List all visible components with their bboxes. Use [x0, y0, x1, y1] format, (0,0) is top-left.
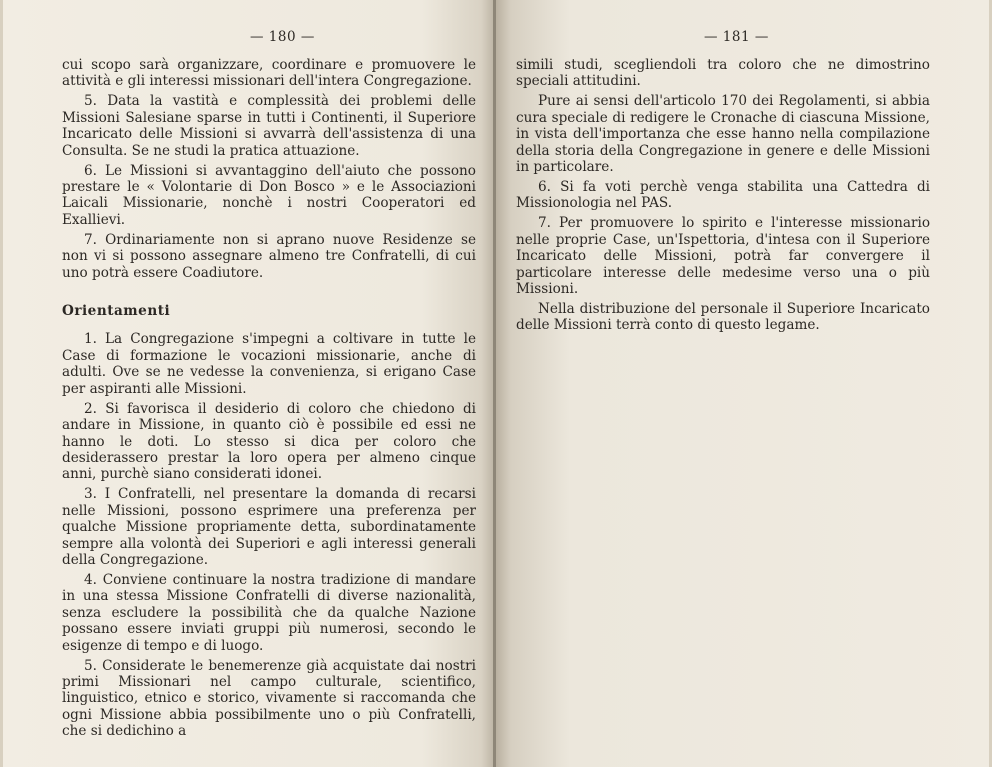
- paragraph: 7. Ordinariamente non si aprano nuove Residenze se non vi si possono assegnare almeno tre Confratelli, di cui uno potrà essere Coadiutore.: [62, 231, 476, 281]
- paragraph: 1. La Congregazione s'impegni a coltivare in tutte le Case di formazione le vocazioni missionarie, anche di adulti. Ove se ne vedesse la convenienza, si erigano Case per aspiranti alle Missioni.: [62, 331, 476, 397]
- page-number: — 180 —: [250, 29, 315, 45]
- page-edge: [0, 0, 3, 767]
- paragraph: 6. Le Missioni si avvantaggino dell'aiuto che possono prestare le « Volontarie di Don Bosco » e le Associazioni Laicali Missionarie, nonchè i nostri Cooperatori ed Exallievi.: [62, 162, 476, 228]
- paragraph: 2. Si favorisca il desiderio di coloro che chiedono di andare in Missione, in quanto ciò è possibile ed essi ne hanno le doti. Lo stesso si dica per coloro che desiderassero prestar la loro opera per almeno cinque anni, purchè siano considerati idonei.: [62, 400, 476, 483]
- paragraph: 6. Si fa voti perchè venga stabilita una Cattedra di Missionologia nel PAS.: [516, 179, 930, 212]
- left-page-body: [62, 57, 476, 743]
- right-page: [496, 0, 992, 767]
- paragraph: Pure ai sensi dell'articolo 170 dei Regolamenti, si abbia cura speciale di redigere le Cronache di ciascuna Missione, in vista dell'importanza che esse hanno nella compilazione della storia della Congregazione in genere e delle Missioni in particolare.: [516, 93, 930, 176]
- section-heading: Orientamenti: [62, 303, 171, 320]
- paragraph: Nella distribuzione del personale il Superiore Incaricato delle Missioni terrà conto di questo legame.: [516, 301, 930, 334]
- paragraph: 4. Conviene continuare la nostra tradizione di mandare in una stessa Missione Confratelli di diverse nazionalità, senza escludere la possibilità che da qualche Nazione possano essere inviati gruppi più numerosi, secondo le esigenze di tempo e di luogo.: [62, 571, 476, 654]
- paragraph: 7. Per promuovere lo spirito e l'interesse missionario nelle proprie Case, un'Ispettoria, d'intesa con il Superiore Incaricato delle Missioni, potrà far convergere il particolare interesse delle medesime verso una o più Missioni.: [516, 215, 930, 298]
- paragraph: cui scopo sarà organizzare, coordinare e promuovere le attività e gli interessi missionari dell'intera Congregazione.: [62, 57, 476, 90]
- right-page-body: [516, 57, 930, 337]
- page-number: — 181 —: [704, 29, 769, 45]
- paragraph: 5. Considerate le benemerenze già acquistate dai nostri primi Missionari nel campo culturale, scientifico, linguistico, etnico e storico, vivamente si raccomanda che ogni Missione abbia possibilmente uno o più Confratelli, che si dedichino a: [62, 657, 476, 740]
- paragraph: 3. I Confratelli, nel presentare la domanda di recarsi nelle Missioni, possono esprimere una preferenza per qualche Missione propriamente detta, subordinatamente sempre alla volontà dei Superiori e agli interessi generali della Congregazione.: [62, 486, 476, 568]
- paragraph: simili studi, scegliendoli tra coloro che ne dimostrino speciali attitudini.: [516, 57, 930, 90]
- paragraph: 5. Data la vastità e complessità dei problemi delle Missioni Salesiane sparse in tutti i Continenti, il Superiore Incaricato delle Missioni si avvarrà dell'assistenza di una Consulta. Se ne studi la pratica attuazione.: [62, 93, 476, 159]
